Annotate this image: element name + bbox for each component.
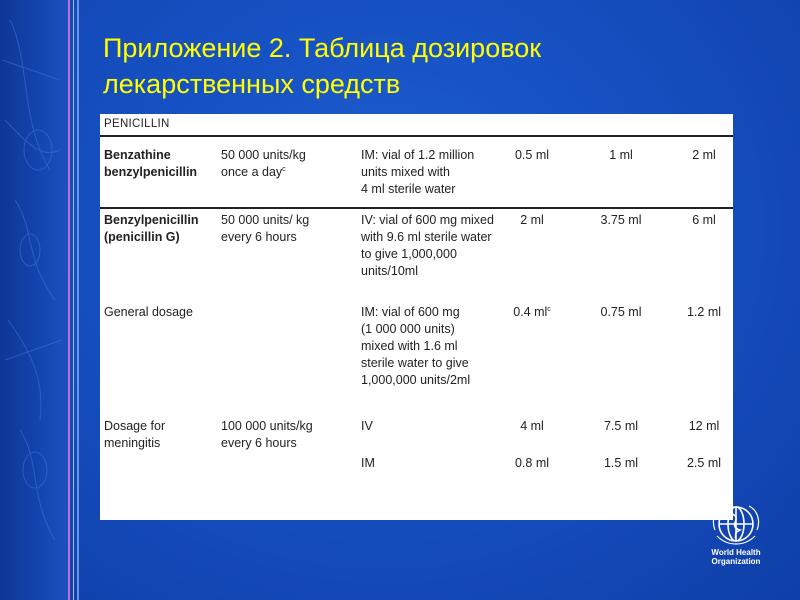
footnote-marker: c <box>547 305 551 313</box>
dose-cell: 50 000 units/ kg every 6 hours <box>221 213 310 244</box>
volume-cell: 1 ml <box>609 148 633 162</box>
preparation-cell: IV <box>361 419 373 433</box>
preparation-cell: IV: vial of 600 mg mixed with 9.6 ml sterile water to give 1,000,000 units/10ml <box>361 213 494 278</box>
accent-divider-line <box>68 0 70 600</box>
drug-name-cell: Dosage for meningitis <box>104 419 166 450</box>
drug-name-cell: Benzathine benzylpenicillin <box>104 148 198 179</box>
dose-cell: 100 000 units/kg every 6 hours <box>221 419 313 450</box>
drug-name-cell: General dosage <box>104 305 193 319</box>
volume-cell: 4 ml <box>520 419 544 433</box>
volume-cell: 0.8 ml <box>514 456 550 470</box>
volume-cell: 6 ml <box>692 213 716 227</box>
table-divider <box>100 135 733 137</box>
accent-divider-line <box>77 0 79 600</box>
dose-cell: 50 000 units/kg once a day$^c$ <box>221 148 306 179</box>
volume-cell: 0.4 $ml^c$ <box>513 305 551 319</box>
volume-cell: 0.5 ml <box>514 148 550 162</box>
volume-cell: 2 ml <box>520 213 544 227</box>
volume-cell: 2 ml <box>692 148 716 162</box>
accent-divider-line <box>73 0 74 600</box>
drug-name-cell: Benzylpenicillin (penicillin G) <box>104 213 199 244</box>
plant-illustration-icon <box>0 0 68 600</box>
volume-cell: 0.75 ml <box>600 305 642 319</box>
who-logo-text: World Health Organization <box>711 548 761 566</box>
volume-cell: 2.5 ml <box>686 456 722 470</box>
table-title: PENICILLIN <box>104 118 170 130</box>
preparation-cell: IM <box>361 456 375 470</box>
preparation-cell: IM: vial of 600 mg (1 000 000 units) mixed with 1.6 ml sterile water to give 1,000,000 units/2ml <box>361 305 471 387</box>
decorative-side-strip <box>0 0 68 600</box>
table-divider <box>100 207 733 209</box>
slide-title: Приложение 2. Таблица дозировок лекарственных средств <box>103 33 542 99</box>
volume-cell: 7.5 ml <box>603 419 639 433</box>
penicillin-dosage-table <box>100 114 733 520</box>
footnote-marker: c <box>282 165 286 173</box>
volume-cell: 12 ml <box>688 419 720 433</box>
volume-cell: 1.2 ml <box>686 305 722 319</box>
volume-cell: 1.5 ml <box>603 456 639 470</box>
volume-cell: 3.75 ml <box>600 213 642 227</box>
preparation-cell: IM: vial of 1.2 million units mixed with 4 ml sterile water <box>361 148 475 196</box>
